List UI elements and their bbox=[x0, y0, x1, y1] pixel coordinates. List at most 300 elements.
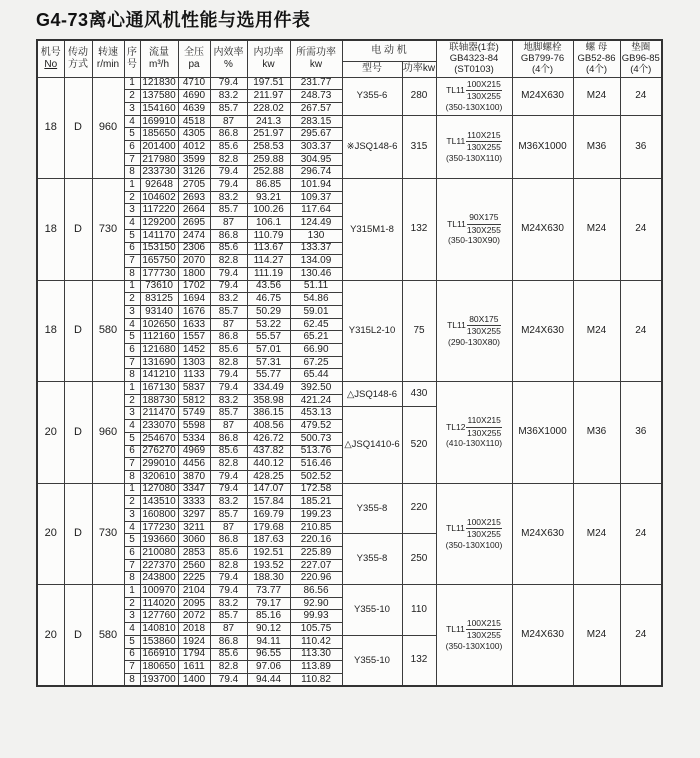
pressure-cell: 2072 bbox=[178, 610, 210, 623]
efficiency-cell: 85.6 bbox=[210, 141, 247, 154]
inner-power-cell: 258.53 bbox=[247, 141, 290, 154]
pressure-cell: 5598 bbox=[178, 420, 210, 433]
flow-cell: 160800 bbox=[140, 508, 178, 521]
pressure-cell: 2104 bbox=[178, 585, 210, 598]
inner-power-cell: 97.06 bbox=[247, 661, 290, 674]
col-header-seq bbox=[124, 40, 140, 77]
flow-cell: 299010 bbox=[140, 458, 178, 471]
coupling-fraction-top: 90X175 bbox=[467, 213, 501, 224]
seq-cell: 4 bbox=[124, 420, 140, 433]
flow-cell: 217980 bbox=[140, 153, 178, 166]
anchor-bolt-cell: M24X630 bbox=[512, 585, 573, 687]
col-header-line: 方式 bbox=[68, 58, 88, 70]
seq-cell: 1 bbox=[124, 77, 140, 90]
inner-power-cell: 188.30 bbox=[247, 572, 290, 585]
motor-power-cell: 110 bbox=[402, 585, 436, 636]
seq-cell: 2 bbox=[124, 597, 140, 610]
seq-cell: 3 bbox=[124, 610, 140, 623]
seq-cell: 7 bbox=[124, 255, 140, 268]
pressure-cell: 3599 bbox=[178, 153, 210, 166]
flow-cell: 121680 bbox=[140, 344, 178, 357]
pressure-cell: 4518 bbox=[178, 115, 210, 128]
flow-cell: 193700 bbox=[140, 673, 178, 686]
pressure-cell: 4969 bbox=[178, 445, 210, 458]
seq-cell: 6 bbox=[124, 242, 140, 255]
required-power-cell: 479.52 bbox=[290, 420, 342, 433]
col-header-washer bbox=[620, 40, 662, 77]
required-power-cell: 86.56 bbox=[290, 585, 342, 598]
washer-cell: 24 bbox=[620, 179, 662, 281]
inner-power-cell: 437.82 bbox=[247, 445, 290, 458]
coupling-fraction-top: 110X215 bbox=[466, 416, 501, 427]
coupling-note: (410-130X110) bbox=[445, 438, 503, 449]
required-power-cell: 296.74 bbox=[290, 166, 342, 179]
col-header-motor-group: 电 动 机 bbox=[342, 40, 436, 61]
motor-model-cell: Y355-6 bbox=[342, 77, 402, 115]
anchor-bolt-cell: M36X1000 bbox=[512, 115, 573, 178]
pressure-cell: 3347 bbox=[178, 483, 210, 496]
col-header-line: 序 bbox=[127, 46, 137, 58]
coupling-model: TL11 bbox=[447, 320, 466, 331]
required-power-cell: 117.64 bbox=[290, 204, 342, 217]
col-header-drive bbox=[64, 40, 92, 77]
table-header bbox=[37, 40, 662, 77]
machine-no-cell: 18 bbox=[37, 77, 64, 179]
seq-cell: 1 bbox=[124, 382, 140, 395]
inner-power-cell: 197.51 bbox=[247, 77, 290, 90]
efficiency-cell: 87 bbox=[210, 521, 247, 534]
washer-cell: 24 bbox=[620, 483, 662, 585]
col-header-inner-power bbox=[247, 40, 290, 77]
coupling-note: (350-130X100) bbox=[445, 539, 503, 550]
required-power-cell: 453.13 bbox=[290, 407, 342, 420]
header-row-main bbox=[37, 40, 662, 61]
machine-no-cell: 18 bbox=[37, 280, 64, 382]
pressure-cell: 1611 bbox=[178, 661, 210, 674]
inner-power-cell: 113.67 bbox=[247, 242, 290, 255]
required-power-cell: 54.86 bbox=[290, 293, 342, 306]
anchor-bolt-cell: M24X630 bbox=[512, 77, 573, 115]
anchor-bolt-cell: M24X630 bbox=[512, 179, 573, 281]
seq-cell: 6 bbox=[124, 648, 140, 661]
seq-cell: 8 bbox=[124, 369, 140, 382]
required-power-cell: 500.73 bbox=[290, 432, 342, 445]
washer-cell: 24 bbox=[620, 585, 662, 687]
inner-power-cell: 187.63 bbox=[247, 534, 290, 547]
pressure-cell: 2853 bbox=[178, 547, 210, 560]
flow-cell: 165750 bbox=[140, 255, 178, 268]
col-header-pressure bbox=[178, 40, 210, 77]
required-power-cell: 283.15 bbox=[290, 115, 342, 128]
motor-model-cell: Y315L2-10 bbox=[342, 280, 402, 382]
required-power-cell: 92.90 bbox=[290, 597, 342, 610]
data-row bbox=[37, 179, 662, 192]
coupling-model: TL11 bbox=[446, 523, 465, 534]
inner-power-cell: 386.15 bbox=[247, 407, 290, 420]
required-power-cell: 516.46 bbox=[290, 458, 342, 471]
pressure-cell: 2225 bbox=[178, 572, 210, 585]
efficiency-cell: 83.2 bbox=[210, 496, 247, 509]
flow-cell: 92648 bbox=[140, 179, 178, 192]
nut-cell: M36 bbox=[573, 115, 620, 178]
seq-cell: 3 bbox=[124, 204, 140, 217]
required-power-cell: 513.76 bbox=[290, 445, 342, 458]
inner-power-cell: 358.98 bbox=[247, 394, 290, 407]
flow-cell: 154160 bbox=[140, 102, 178, 115]
motor-power-cell: 520 bbox=[402, 407, 436, 483]
efficiency-cell: 79.4 bbox=[210, 382, 247, 395]
flow-cell: 201400 bbox=[140, 141, 178, 154]
pressure-cell: 5749 bbox=[178, 407, 210, 420]
flow-cell: 177230 bbox=[140, 521, 178, 534]
required-power-cell: 248.73 bbox=[290, 90, 342, 103]
coupling-cell bbox=[436, 483, 512, 585]
motor-power-cell: 430 bbox=[402, 382, 436, 407]
efficiency-cell: 86.8 bbox=[210, 534, 247, 547]
inner-power-cell: 241.3 bbox=[247, 115, 290, 128]
efficiency-cell: 85.6 bbox=[210, 648, 247, 661]
required-power-cell: 62.45 bbox=[290, 318, 342, 331]
pressure-cell: 2705 bbox=[178, 179, 210, 192]
flow-cell: 114020 bbox=[140, 597, 178, 610]
pressure-cell: 1676 bbox=[178, 305, 210, 318]
seq-cell: 1 bbox=[124, 280, 140, 293]
speed-cell: 730 bbox=[92, 483, 124, 585]
inner-power-cell: 79.17 bbox=[247, 597, 290, 610]
machine-no-cell: 20 bbox=[37, 585, 64, 687]
flow-cell: 117220 bbox=[140, 204, 178, 217]
col-header-line: % bbox=[224, 58, 233, 70]
coupling-cell bbox=[436, 115, 512, 178]
flow-cell: 254670 bbox=[140, 432, 178, 445]
seq-cell: 4 bbox=[124, 318, 140, 331]
coupling-spec bbox=[437, 80, 512, 102]
inner-power-cell: 50.29 bbox=[247, 305, 290, 318]
required-power-cell: 113.89 bbox=[290, 661, 342, 674]
coupling-cell bbox=[436, 179, 512, 281]
drive-cell: D bbox=[64, 179, 92, 281]
efficiency-cell: 79.4 bbox=[210, 77, 247, 90]
performance-table bbox=[36, 39, 663, 687]
inner-power-cell: 57.01 bbox=[247, 344, 290, 357]
pressure-cell: 3060 bbox=[178, 534, 210, 547]
drive-cell: D bbox=[64, 483, 92, 585]
flow-cell: 127760 bbox=[140, 610, 178, 623]
efficiency-cell: 86.8 bbox=[210, 128, 247, 141]
pressure-cell: 2070 bbox=[178, 255, 210, 268]
required-power-cell: 134.09 bbox=[290, 255, 342, 268]
motor-model-cell: Y355-10 bbox=[342, 635, 402, 686]
flow-cell: 185650 bbox=[140, 128, 178, 141]
seq-cell: 8 bbox=[124, 267, 140, 280]
pressure-cell: 2018 bbox=[178, 623, 210, 636]
efficiency-cell: 85.6 bbox=[210, 547, 247, 560]
motor-power-cell: 280 bbox=[402, 77, 436, 115]
efficiency-cell: 87 bbox=[210, 623, 247, 636]
efficiency-cell: 85.7 bbox=[210, 610, 247, 623]
coupling-fraction-bottom: 130X255 bbox=[466, 142, 501, 153]
inner-power-cell: 428.25 bbox=[247, 470, 290, 483]
coupling-fraction-top: 100X215 bbox=[466, 518, 502, 529]
inner-power-cell: 106.1 bbox=[247, 217, 290, 230]
pressure-cell: 1400 bbox=[178, 673, 210, 686]
coupling-cell bbox=[436, 280, 512, 382]
nut-cell: M24 bbox=[573, 77, 620, 115]
pressure-cell: 5837 bbox=[178, 382, 210, 395]
motor-model-cell: ※JSQ148-6 bbox=[342, 115, 402, 178]
seq-cell: 8 bbox=[124, 470, 140, 483]
efficiency-cell: 79.4 bbox=[210, 369, 247, 382]
required-power-cell: 172.58 bbox=[290, 483, 342, 496]
col-header-line: 垫圈 bbox=[631, 42, 651, 53]
seq-cell: 5 bbox=[124, 229, 140, 242]
washer-cell: 24 bbox=[620, 280, 662, 382]
required-power-cell: 65.21 bbox=[290, 331, 342, 344]
motor-power-cell: 75 bbox=[402, 280, 436, 382]
flow-cell: 140810 bbox=[140, 623, 178, 636]
inner-power-cell: 55.77 bbox=[247, 369, 290, 382]
flow-cell: 137580 bbox=[140, 90, 178, 103]
efficiency-cell: 87 bbox=[210, 217, 247, 230]
nut-cell: M24 bbox=[573, 585, 620, 687]
data-row bbox=[37, 483, 662, 496]
coupling-fraction bbox=[466, 131, 501, 153]
speed-cell: 580 bbox=[92, 280, 124, 382]
flow-cell: 102650 bbox=[140, 318, 178, 331]
data-row bbox=[37, 77, 662, 90]
coupling-model: TL11 bbox=[446, 136, 466, 147]
motor-model-cell: △JSQ148-6 bbox=[342, 382, 402, 407]
seq-cell: 3 bbox=[124, 305, 140, 318]
seq-cell: 5 bbox=[124, 331, 140, 344]
required-power-cell: 220.96 bbox=[290, 572, 342, 585]
efficiency-cell: 79.4 bbox=[210, 572, 247, 585]
flow-cell: 112160 bbox=[140, 331, 178, 344]
col-header-line: 全压 bbox=[184, 46, 204, 58]
efficiency-cell: 85.7 bbox=[210, 305, 247, 318]
pressure-cell: 1924 bbox=[178, 635, 210, 648]
pressure-cell: 1702 bbox=[178, 280, 210, 293]
pressure-cell: 2664 bbox=[178, 204, 210, 217]
motor-model-cell: Y355-10 bbox=[342, 585, 402, 636]
col-header-line: pa bbox=[188, 58, 200, 70]
col-header-motor-power: 功率kw bbox=[402, 61, 436, 77]
flow-cell: 193660 bbox=[140, 534, 178, 547]
coupling-fraction bbox=[466, 518, 502, 540]
col-header-line: 内功率 bbox=[253, 46, 284, 58]
required-power-cell: 130 bbox=[290, 229, 342, 242]
coupling-cell bbox=[436, 77, 512, 115]
efficiency-cell: 82.8 bbox=[210, 559, 247, 572]
efficiency-cell: 79.4 bbox=[210, 179, 247, 192]
inner-power-cell: 53.22 bbox=[247, 318, 290, 331]
efficiency-cell: 79.4 bbox=[210, 166, 247, 179]
required-power-cell: 199.23 bbox=[290, 508, 342, 521]
col-header-required-power bbox=[290, 40, 342, 77]
col-header-coupling bbox=[436, 40, 512, 77]
inner-power-cell: 94.44 bbox=[247, 673, 290, 686]
col-header-flow bbox=[140, 40, 178, 77]
efficiency-cell: 85.6 bbox=[210, 344, 247, 357]
coupling-spec bbox=[437, 213, 512, 235]
coupling-fraction-bottom: 130X255 bbox=[466, 529, 501, 540]
col-header-line: 流量 bbox=[149, 46, 169, 58]
motor-model-cell: Y355-8 bbox=[342, 534, 402, 585]
required-power-cell: 304.95 bbox=[290, 153, 342, 166]
seq-cell: 6 bbox=[124, 547, 140, 560]
required-power-cell: 65.44 bbox=[290, 369, 342, 382]
inner-power-cell: 94.11 bbox=[247, 635, 290, 648]
motor-model-cell: △JSQ1410-6 bbox=[342, 407, 402, 483]
coupling-fraction-bottom: 130X255 bbox=[466, 224, 501, 235]
coupling-note: (290-130X80) bbox=[448, 336, 500, 347]
col-header-line: 联轴器(1套) bbox=[449, 42, 499, 53]
required-power-cell: 210.85 bbox=[290, 521, 342, 534]
coupling-fraction-top: 80X175 bbox=[467, 315, 501, 326]
col-header-efficiency bbox=[210, 40, 247, 77]
pressure-cell: 4456 bbox=[178, 458, 210, 471]
washer-cell: 36 bbox=[620, 115, 662, 178]
col-header-line: kw bbox=[262, 58, 275, 70]
efficiency-cell: 79.4 bbox=[210, 673, 247, 686]
flow-cell: 129200 bbox=[140, 217, 178, 230]
required-power-cell: 109.37 bbox=[290, 191, 342, 204]
flow-cell: 177730 bbox=[140, 267, 178, 280]
inner-power-cell: 90.12 bbox=[247, 623, 290, 636]
flow-cell: 167130 bbox=[140, 382, 178, 395]
seq-cell: 8 bbox=[124, 673, 140, 686]
pressure-cell: 2095 bbox=[178, 597, 210, 610]
drive-cell: D bbox=[64, 280, 92, 382]
required-power-cell: 502.52 bbox=[290, 470, 342, 483]
required-power-cell: 105.75 bbox=[290, 623, 342, 636]
motor-model-cell: Y315M1-8 bbox=[342, 179, 402, 281]
nut-cell: M24 bbox=[573, 280, 620, 382]
efficiency-cell: 87 bbox=[210, 115, 247, 128]
inner-power-cell: 408.56 bbox=[247, 420, 290, 433]
seq-cell: 4 bbox=[124, 115, 140, 128]
efficiency-cell: 82.8 bbox=[210, 356, 247, 369]
pressure-cell: 4710 bbox=[178, 77, 210, 90]
coupling-cell bbox=[436, 382, 512, 484]
motor-power-cell: 220 bbox=[402, 483, 436, 534]
seq-cell: 3 bbox=[124, 508, 140, 521]
col-header-line: m³/h bbox=[149, 58, 169, 70]
seq-cell: 4 bbox=[124, 521, 140, 534]
col-header-line: 地脚螺栓 bbox=[523, 42, 562, 53]
required-power-cell: 130.46 bbox=[290, 267, 342, 280]
required-power-cell: 231.77 bbox=[290, 77, 342, 90]
efficiency-cell: 87 bbox=[210, 318, 247, 331]
pressure-cell: 5812 bbox=[178, 394, 210, 407]
efficiency-cell: 85.7 bbox=[210, 407, 247, 420]
data-row bbox=[37, 585, 662, 598]
coupling-fraction-bottom: 130X255 bbox=[466, 326, 501, 337]
flow-cell: 141210 bbox=[140, 369, 178, 382]
inner-power-cell: 192.51 bbox=[247, 547, 290, 560]
efficiency-cell: 86.8 bbox=[210, 432, 247, 445]
inner-power-cell: 157.84 bbox=[247, 496, 290, 509]
seq-cell: 5 bbox=[124, 432, 140, 445]
seq-cell: 7 bbox=[124, 559, 140, 572]
coupling-fraction-top: 100X215 bbox=[466, 80, 502, 91]
efficiency-cell: 85.7 bbox=[210, 102, 247, 115]
motor-power-cell: 132 bbox=[402, 635, 436, 686]
col-header-line: 螺 母 bbox=[585, 42, 608, 53]
washer-cell: 36 bbox=[620, 382, 662, 484]
flow-cell: 141170 bbox=[140, 229, 178, 242]
flow-cell: 180650 bbox=[140, 661, 178, 674]
flow-cell: 233070 bbox=[140, 420, 178, 433]
col-header-line: GB52-86 bbox=[577, 53, 616, 65]
machine-no-cell: 18 bbox=[37, 179, 64, 281]
seq-cell: 4 bbox=[124, 623, 140, 636]
flow-cell: 131690 bbox=[140, 356, 178, 369]
required-power-cell: 227.07 bbox=[290, 559, 342, 572]
inner-power-cell: 179.68 bbox=[247, 521, 290, 534]
required-power-cell: 101.94 bbox=[290, 179, 342, 192]
data-row bbox=[37, 382, 662, 395]
efficiency-cell: 86.8 bbox=[210, 331, 247, 344]
coupling-note: (350-130X90) bbox=[448, 235, 500, 246]
coupling-fraction bbox=[466, 416, 501, 438]
coupling-spec bbox=[437, 619, 512, 641]
pressure-cell: 2560 bbox=[178, 559, 210, 572]
efficiency-cell: 85.7 bbox=[210, 204, 247, 217]
flow-cell: 73610 bbox=[140, 280, 178, 293]
coupling-model: TL11 bbox=[446, 85, 465, 96]
inner-power-cell: 100.26 bbox=[247, 204, 290, 217]
col-header-line: (4个) bbox=[630, 64, 652, 76]
inner-power-cell: 426.72 bbox=[247, 432, 290, 445]
coupling-fraction bbox=[466, 619, 502, 641]
flow-cell: 166910 bbox=[140, 648, 178, 661]
drive-cell: D bbox=[64, 382, 92, 484]
required-power-cell: 225.89 bbox=[290, 547, 342, 560]
seq-cell: 7 bbox=[124, 153, 140, 166]
efficiency-cell: 82.8 bbox=[210, 153, 247, 166]
coupling-cell bbox=[436, 585, 512, 687]
seq-cell: 7 bbox=[124, 661, 140, 674]
seq-cell: 1 bbox=[124, 483, 140, 496]
efficiency-cell: 83.2 bbox=[210, 597, 247, 610]
coupling-note: (350-130X100) bbox=[445, 101, 503, 112]
seq-cell: 2 bbox=[124, 293, 140, 306]
efficiency-cell: 83.2 bbox=[210, 191, 247, 204]
coupling-model: TL11 bbox=[446, 624, 465, 635]
seq-cell: 5 bbox=[124, 128, 140, 141]
required-power-cell: 51.11 bbox=[290, 280, 342, 293]
efficiency-cell: 79.4 bbox=[210, 267, 247, 280]
pressure-cell: 1557 bbox=[178, 331, 210, 344]
seq-cell: 5 bbox=[124, 635, 140, 648]
seq-cell: 4 bbox=[124, 217, 140, 230]
efficiency-cell: 79.4 bbox=[210, 483, 247, 496]
flow-cell: 104602 bbox=[140, 191, 178, 204]
motor-power-cell: 132 bbox=[402, 179, 436, 281]
col-header-line: 号 bbox=[127, 58, 137, 70]
pressure-cell: 1694 bbox=[178, 293, 210, 306]
coupling-fraction bbox=[467, 315, 501, 337]
efficiency-cell: 85.7 bbox=[210, 508, 247, 521]
efficiency-cell: 86.8 bbox=[210, 635, 247, 648]
nut-cell: M36 bbox=[573, 382, 620, 484]
washer-cell: 24 bbox=[620, 77, 662, 115]
coupling-spec bbox=[437, 416, 512, 438]
pressure-cell: 1800 bbox=[178, 267, 210, 280]
required-power-cell: 110.82 bbox=[290, 673, 342, 686]
flow-cell: 143510 bbox=[140, 496, 178, 509]
